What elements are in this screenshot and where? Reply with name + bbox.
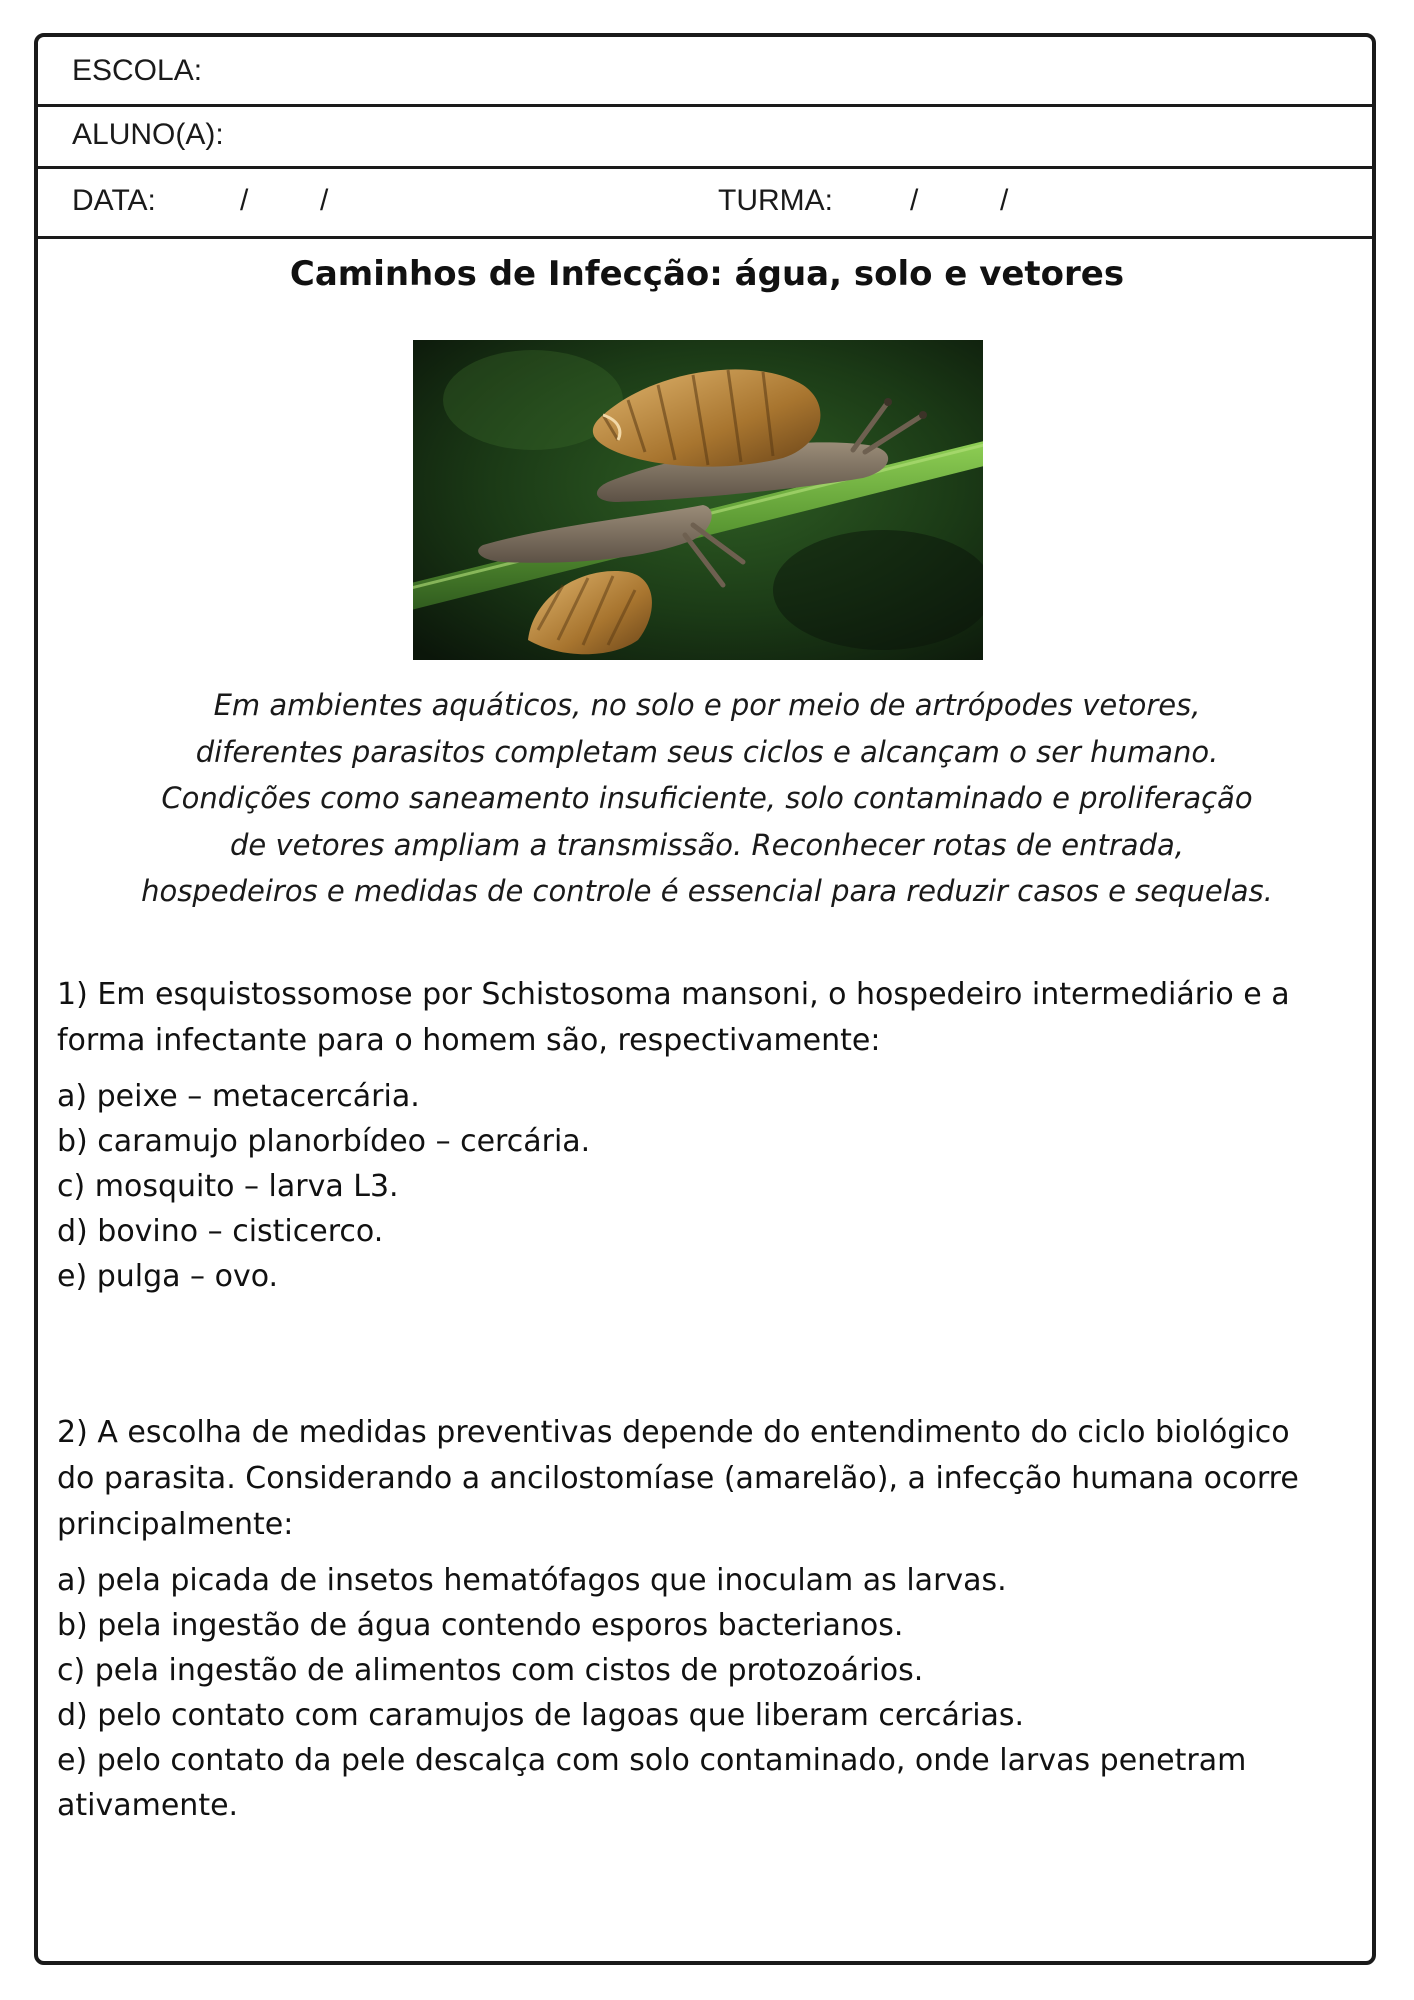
question-2 <box>57 1410 1317 1828</box>
question-2-option-e: e) pelo contato da pele descalça com solo contaminado, onde larvas penetram ativamente. <box>57 1743 1247 1823</box>
question-1-option-a: a) peixe – metacercária. <box>57 1079 420 1114</box>
question-1-option-c: c) mosquito – larva L3. <box>57 1169 399 1204</box>
aluno-label: ALUNO(A): <box>72 118 224 151</box>
intro-paragraph: Em ambientes aquáticos, no solo e por meio de artrópodes vetores, diferentes parasitos completam seus ciclos e alcançam o ser humano. Condições como saneamento insuficiente, solo contaminado e proliferação de vetores ampliam a transmissão. Reconhecer rotas de entrada, hospedeiros e medidas de controle é essencial para reduzir casos e sequelas. <box>141 688 1273 908</box>
data-slash-1: / <box>240 184 249 217</box>
aluno-row <box>38 104 1372 169</box>
question-2-option-c: c) pela ingestão de alimentos com cistos de protozoários. <box>57 1653 924 1688</box>
question-2-stem: 2) A escolha de medidas preventivas depende do entendimento do ciclo biológico do parasita. Considerando a ancilostomíase (amarelão), a infecção humana ocorre principalmente: <box>57 1415 1299 1542</box>
question-1 <box>57 972 1317 1299</box>
data-label: DATA: <box>72 184 156 217</box>
question-2-option-a: a) pela picada de insetos hematófagos que inoculam as larvas. <box>57 1563 1007 1598</box>
escola-label: ESCOLA: <box>72 53 203 87</box>
question-1-option-b: b) caramujo planorbídeo – cercária. <box>57 1124 591 1159</box>
escola-row <box>38 37 1372 107</box>
turma-slash-1: / <box>910 184 919 217</box>
question-1-option-e: e) pulga – ovo. <box>57 1259 279 1294</box>
question-1-option-d: d) bovino – cisticerco. <box>57 1214 384 1249</box>
snail-photo <box>413 340 983 660</box>
question-2-option-d: d) pelo contato com caramujos de lagoas que liberam cercárias. <box>57 1698 1025 1733</box>
data-slash-2: / <box>320 184 329 217</box>
question-2-option-b: b) pela ingestão de água contendo esporos bacterianos. <box>57 1608 904 1643</box>
page-title: Caminhos de Infecção: água, solo e vetores <box>289 254 1125 294</box>
question-1-stem: 1) Em esquistossomose por Schistosoma mansoni, o hospedeiro intermediário e a forma infectante para o homem são, respectivamente: <box>57 977 1290 1058</box>
data-turma-row <box>38 166 1372 239</box>
turma-slash-2: / <box>1000 184 1009 217</box>
turma-label: TURMA: <box>718 184 833 217</box>
